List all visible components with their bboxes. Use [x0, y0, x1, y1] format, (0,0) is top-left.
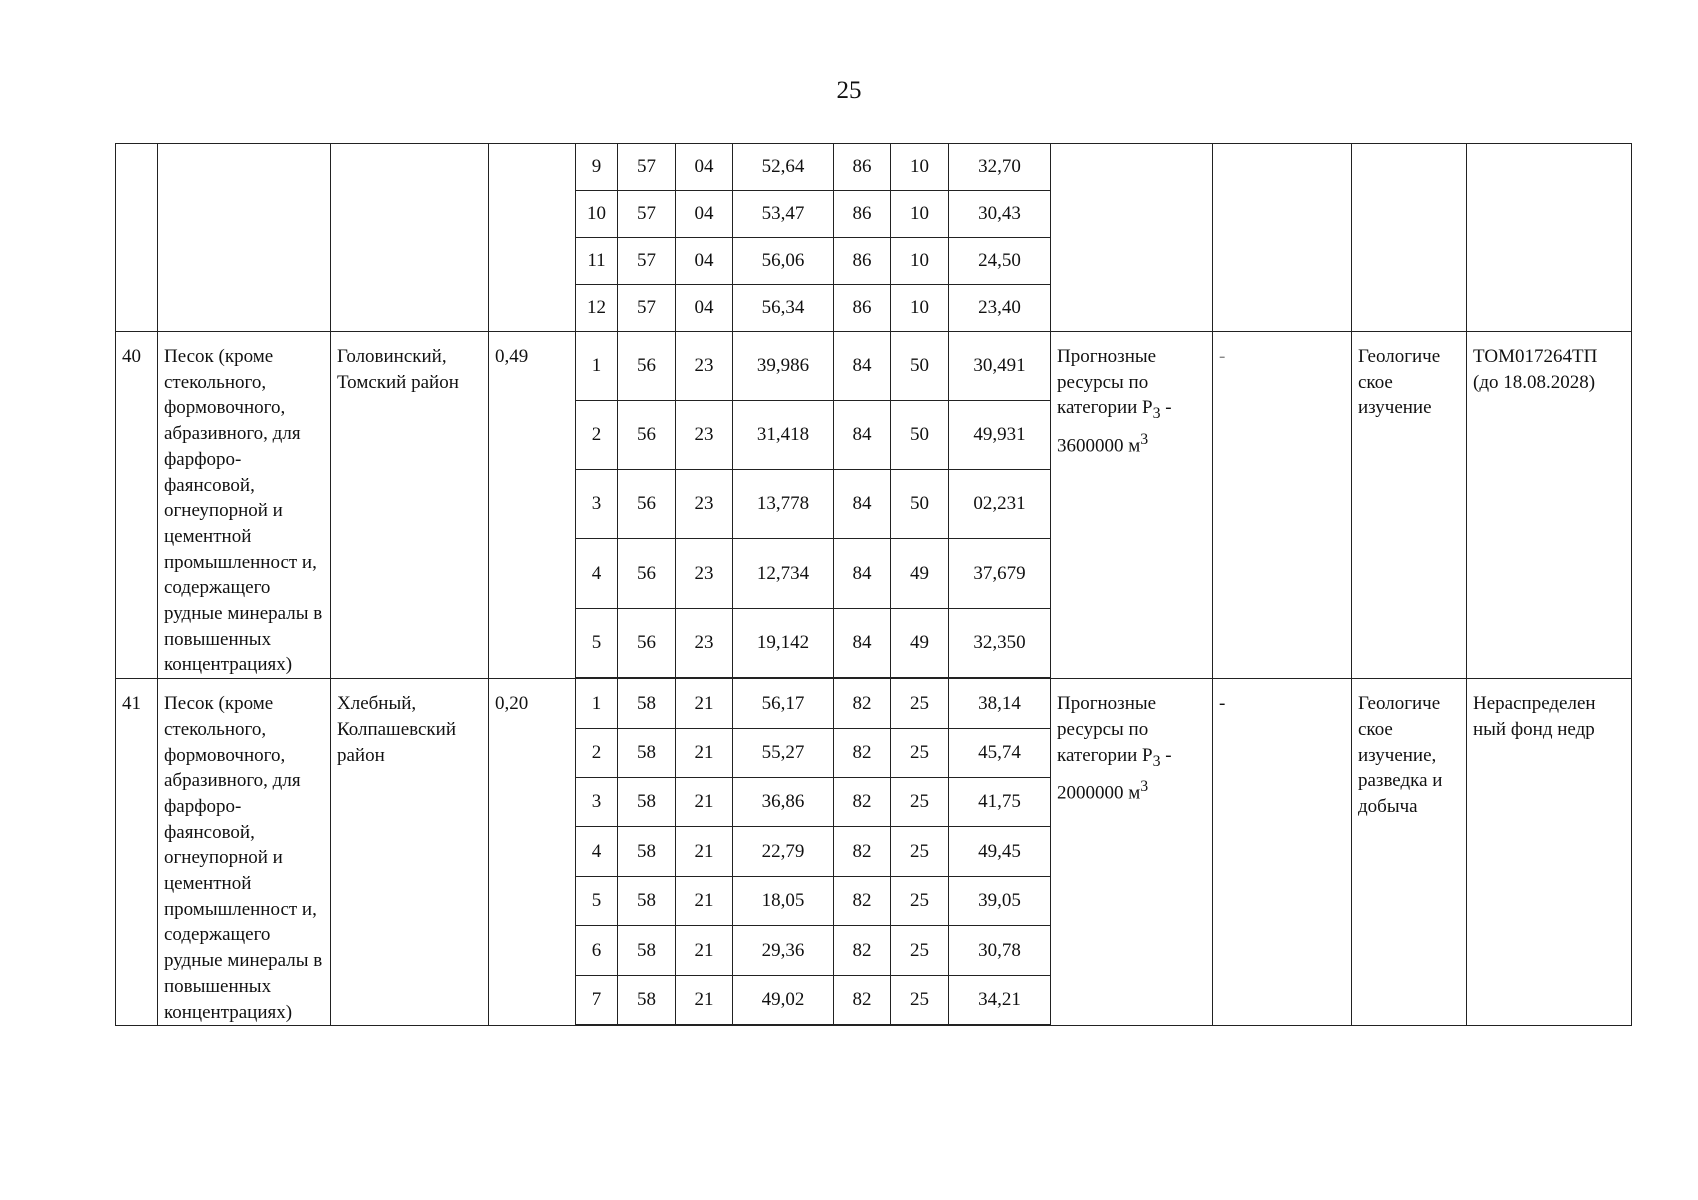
latitude-degrees: 58 [618, 728, 676, 777]
latitude-minutes: 23 [676, 608, 733, 677]
longitude-seconds: 24,50 [949, 238, 1051, 285]
latitude-degrees: 56 [618, 401, 676, 470]
latitude-seconds: 39,986 [733, 332, 834, 401]
page-number: 25 [836, 77, 862, 104]
longitude-degrees: 84 [834, 401, 891, 470]
longitude-degrees: 84 [834, 332, 891, 401]
longitude-minutes: 25 [891, 926, 949, 975]
latitude-seconds: 53,47 [733, 191, 834, 238]
latitude-degrees: 56 [618, 539, 676, 608]
area-km2: 0,20 [489, 679, 576, 1026]
latitude-seconds: 19,142 [733, 608, 834, 677]
point-number: 5 [576, 608, 618, 677]
table-row [116, 679, 1632, 728]
longitude-minutes: 50 [891, 401, 949, 470]
longitude-degrees: 86 [834, 238, 891, 285]
latitude-minutes: 21 [676, 876, 733, 925]
latitude-degrees: 56 [618, 608, 676, 677]
point-number: 2 [576, 401, 618, 470]
longitude-seconds: 45,74 [949, 728, 1051, 777]
resources-amount: - 3600000 м [1057, 397, 1172, 457]
empty-cell [949, 1025, 1051, 1026]
subsoil-registry-table [115, 143, 1632, 1026]
latitude-minutes: 23 [676, 539, 733, 608]
latitude-minutes: 04 [676, 191, 733, 238]
latitude-minutes: 23 [676, 401, 733, 470]
latitude-degrees: 58 [618, 778, 676, 827]
point-number: 4 [576, 827, 618, 876]
resources-cell [1051, 332, 1213, 679]
area-cell [489, 144, 576, 332]
point-number: 1 [576, 332, 618, 401]
longitude-degrees: 86 [834, 144, 891, 191]
resources-unit-superscript: 3 [1140, 778, 1149, 796]
longitude-minutes: 25 [891, 778, 949, 827]
longitude-degrees: 86 [834, 285, 891, 332]
longitude-degrees: 84 [834, 470, 891, 539]
empty-cell [733, 1025, 834, 1026]
object-number: 41 [116, 679, 158, 1026]
longitude-minutes: 25 [891, 728, 949, 777]
point-number: 3 [576, 778, 618, 827]
latitude-degrees: 57 [618, 191, 676, 238]
latitude-degrees: 57 [618, 144, 676, 191]
longitude-minutes: 50 [891, 332, 949, 401]
longitude-minutes: 10 [891, 238, 949, 285]
latitude-seconds: 52,64 [733, 144, 834, 191]
longitude-seconds: 38,14 [949, 679, 1051, 728]
purpose-cell: Геологиче ское изучение, разведка и добыча [1352, 679, 1467, 1026]
latitude-seconds: 56,06 [733, 238, 834, 285]
longitude-seconds: 02,231 [949, 470, 1051, 539]
latitude-seconds: 55,27 [733, 728, 834, 777]
reserves-cell: - [1213, 679, 1352, 1026]
longitude-minutes: 49 [891, 539, 949, 608]
reserves-cell [1213, 144, 1352, 332]
point-number: 4 [576, 539, 618, 608]
point-number: 2 [576, 728, 618, 777]
num-cell [116, 144, 158, 332]
latitude-minutes: 23 [676, 470, 733, 539]
latitude-minutes: 04 [676, 144, 733, 191]
longitude-degrees: 82 [834, 679, 891, 728]
license-cell: ТОМ017264ТП (до 18.08.2028) [1467, 332, 1632, 679]
longitude-minutes: 49 [891, 608, 949, 677]
resources-category-subscript: 3 [1152, 752, 1161, 770]
longitude-seconds: 49,45 [949, 827, 1051, 876]
empty-cell [618, 1025, 676, 1026]
purpose-cell: Геологиче ское изучение [1352, 332, 1467, 679]
latitude-minutes: 21 [676, 827, 733, 876]
longitude-minutes: 50 [891, 470, 949, 539]
deposit-location: Хлебный, Колпашевский район [331, 679, 489, 1026]
latitude-seconds: 13,778 [733, 470, 834, 539]
latitude-minutes: 21 [676, 975, 733, 1024]
location-cell [331, 144, 489, 332]
latitude-seconds: 36,86 [733, 778, 834, 827]
latitude-seconds: 29,36 [733, 926, 834, 975]
latitude-seconds: 12,734 [733, 539, 834, 608]
point-number: 6 [576, 926, 618, 975]
longitude-degrees: 82 [834, 926, 891, 975]
longitude-seconds: 49,931 [949, 401, 1051, 470]
area-km2: 0,49 [489, 332, 576, 679]
empty-cell [834, 1025, 891, 1026]
resources-category-subscript: 3 [1152, 405, 1161, 423]
longitude-seconds: 30,78 [949, 926, 1051, 975]
latitude-seconds: 56,34 [733, 285, 834, 332]
latitude-seconds: 56,17 [733, 679, 834, 728]
deposit-location: Головинский, Томский район [331, 332, 489, 679]
point-number: 7 [576, 975, 618, 1024]
longitude-seconds: 32,70 [949, 144, 1051, 191]
longitude-seconds: 39,05 [949, 876, 1051, 925]
longitude-seconds: 23,40 [949, 285, 1051, 332]
longitude-minutes: 25 [891, 679, 949, 728]
resources-cell [1051, 679, 1213, 1026]
mineral-description: Песок (кроме стекольного, формовочного, абразивного, для фарфоро-фаянсовой, огнеупорной и цементной промышленност и, содержащего рудные минералы в повышенных концентрациях) [158, 679, 331, 1026]
resources-text: Прогнозные ресурсы по категории P [1057, 346, 1157, 419]
latitude-seconds: 31,418 [733, 401, 834, 470]
latitude-minutes: 21 [676, 679, 733, 728]
latitude-degrees: 57 [618, 238, 676, 285]
latitude-degrees: 58 [618, 975, 676, 1024]
purpose-cell [1352, 144, 1467, 332]
empty-cell [676, 1025, 733, 1026]
longitude-seconds: 41,75 [949, 778, 1051, 827]
latitude-seconds: 18,05 [733, 876, 834, 925]
latitude-minutes: 04 [676, 238, 733, 285]
license-cell [1467, 144, 1632, 332]
latitude-minutes: 21 [676, 728, 733, 777]
empty-cell [576, 1025, 618, 1026]
latitude-seconds: 22,79 [733, 827, 834, 876]
latitude-minutes: 21 [676, 926, 733, 975]
latitude-degrees: 58 [618, 679, 676, 728]
resources-amount: - 2000000 м [1057, 744, 1172, 804]
table-body [116, 144, 1632, 1026]
point-number: 11 [576, 238, 618, 285]
longitude-degrees: 82 [834, 876, 891, 925]
point-number: 12 [576, 285, 618, 332]
point-number: 10 [576, 191, 618, 238]
table-row [116, 332, 1632, 401]
empty-cell [891, 1025, 949, 1026]
reserves-cell: - [1213, 332, 1352, 679]
longitude-minutes: 10 [891, 191, 949, 238]
latitude-degrees: 56 [618, 332, 676, 401]
longitude-degrees: 84 [834, 608, 891, 677]
longitude-seconds: 37,679 [949, 539, 1051, 608]
latitude-degrees: 58 [618, 827, 676, 876]
longitude-degrees: 86 [834, 191, 891, 238]
longitude-minutes: 10 [891, 285, 949, 332]
longitude-minutes: 25 [891, 876, 949, 925]
latitude-degrees: 58 [618, 876, 676, 925]
latitude-minutes: 23 [676, 332, 733, 401]
point-number: 1 [576, 679, 618, 728]
point-number: 5 [576, 876, 618, 925]
longitude-minutes: 10 [891, 144, 949, 191]
point-number: 3 [576, 470, 618, 539]
mineral-cell [158, 144, 331, 332]
latitude-minutes: 21 [676, 778, 733, 827]
table-row [116, 144, 1632, 191]
longitude-minutes: 25 [891, 827, 949, 876]
resources-text: Прогнозные ресурсы по категории P [1057, 693, 1157, 766]
longitude-seconds: 34,21 [949, 975, 1051, 1024]
mineral-description: Песок (кроме стекольного, формовочного, абразивного, для фарфоро-фаянсовой, огнеупорной и цементной промышленност и, содержащего рудные минералы в повышенных концентрациях) [158, 332, 331, 679]
latitude-seconds: 49,02 [733, 975, 834, 1024]
longitude-minutes: 25 [891, 975, 949, 1024]
point-number: 9 [576, 144, 618, 191]
license-cell: Нераспределен ный фонд недр [1467, 679, 1632, 1026]
latitude-minutes: 04 [676, 285, 733, 332]
longitude-degrees: 82 [834, 778, 891, 827]
longitude-degrees: 84 [834, 539, 891, 608]
longitude-degrees: 82 [834, 728, 891, 777]
latitude-degrees: 57 [618, 285, 676, 332]
longitude-seconds: 30,43 [949, 191, 1051, 238]
latitude-degrees: 56 [618, 470, 676, 539]
object-number: 40 [116, 332, 158, 679]
longitude-degrees: 82 [834, 827, 891, 876]
resources-unit-superscript: 3 [1140, 430, 1149, 448]
longitude-seconds: 32,350 [949, 608, 1051, 677]
longitude-seconds: 30,491 [949, 332, 1051, 401]
longitude-degrees: 82 [834, 975, 891, 1024]
latitude-degrees: 58 [618, 926, 676, 975]
resources-cell [1051, 144, 1213, 332]
